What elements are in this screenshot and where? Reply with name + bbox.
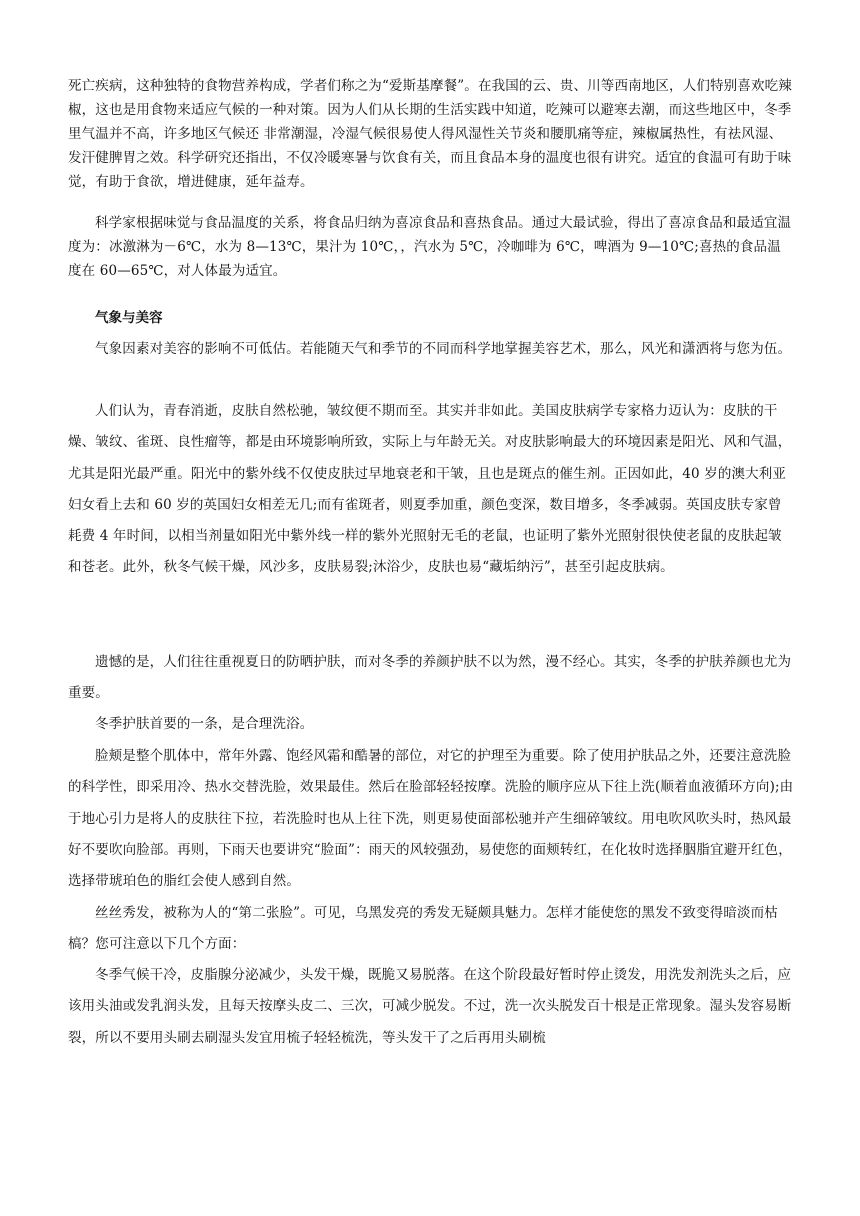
paragraph-section-5: 脸颊是整个肌体中，常年外露、饱经风霜和酷暑的部位，对它的护理至为重要。除了使用护肤品之外，还要注意洗脸的科学性，即采用冷、热水交替洗脸，效果最佳。然后在脸部轻轻按摩。洗脸的顺序应从下往上洗(顺着血液循环方向);由于地心引力是将人的皮肤往下拉，若洗脸时也从上往下洗，则更易使面部松驰并产生细碎皱纹。用电吹风吹头时，热风最好不要吹向脸部。再则，下雨天也要讲究“脸面”：雨天的风较强劲，易使您的面颊转红，在化妆时选择胭脂宜避开红色，选择带琥珀色的脂红会使人感到自然。 [68, 748, 794, 890]
paragraph-intro-1: 死亡疾病，这种独特的食物营养构成，学者们称之为“爱斯基摩餐”。在我国的云、贵、川等西南地区，人们特别喜欢吃辣椒，这也是用食物来适应气候的一种对策。因为人们从长期的生活实践中知道，吃辣可以避寒去潮，而这些地区中，冬季里气温并不高，许多地区气候还 非常潮湿，冷湿气候很易使人得风湿性关节炎和腰肌痛等症，辣椒属热性，有祛风湿、发汗健脾胃之效。科学研究还指出，不仅冷暖寒暑与饮食有关，而且食品本身的温度也很有讲究。适宜的食温可有助于味觉，有助于食欲，增进健康，延年益寿。 [68, 78, 792, 190]
paragraph-section-7: 冬季气候干冷，皮脂腺分泌减少，头发干燥，既脆又易脱落。在这个阶段最好暂时停止烫发，用洗发剂洗头之后，应该用头油或发乳润头发，且每天按摩头皮二、三次，可减少脱发。不过，洗一次头脱发百十根是正常现象。湿头发容易断裂，所以不要用头刷去刷湿头发宜用梳子轻轻梳洗，等头发干了之后再用头刷梳 [68, 967, 792, 1046]
section-heading: 气象与美容 [95, 310, 163, 326]
paragraph-section-3: 遗憾的是，人们往往重视夏日的防晒护肤，而对冬季的养颜护肤不以为然，漫不经心。其实，冬季的护肤养颜也尤为重要。 [68, 654, 792, 702]
paragraph-section-4: 冬季护肤首要的一条，是合理洗浴。 [95, 716, 314, 732]
paragraph-intro-2: 科学家根据味觉与食品温度的关系，将食品归纳为喜凉食品和喜热食品。通过大最试验，得出了喜凉食品和最适宜温度为：冰激淋为－6℃，水为 8—13℃，果汁为 10℃，，汽水为 5℃，冷咖啡为 6℃，啤酒为 9—10℃;喜热的食品温度在 60—65℃，对人体最为适宜。 [68, 215, 792, 279]
paragraph-section-6: 丝丝秀发，被称为人的“第二张脸”。可见，乌黑发亮的秀发无疑颇具魅力。怎样才能使您的黑发不致变得暗淡而枯槁？您可注意以下几个方面： [68, 905, 778, 953]
paragraph-section-1: 气象因素对美容的影响不可低估。若能随天气和季节的不同而科学地掌握美容艺术，那么，风光和潇洒将与您为伍。 [95, 341, 792, 357]
paragraph-section-2: 人们认为，青春消逝，皮肤自然松驰，皱纹便不期而至。其实并非如此。美国皮肤病学专家格力迈认为：皮肤的干燥、皱纹、雀斑、良性瘤等，都是由环境影响所致，实际上与年龄无关。对皮肤影响最大的环境因素是阳光、风和气温，尤其是阳光最严重。阳光中的紫外线不仅使皮肤过早地衰老和干皱，且也是斑点的催生剂。正因如此，40 岁的澳大利亚妇女看上去和 60 岁的英国妇女相差无几;而有雀斑者，则夏季加重，颜色变深，数目增多，冬季减弱。英国皮肤专家曾耗费 4 年时间，以相当剂量如阳光中紫外线一样的紫外光照射无毛的老鼠，也证明了紫外光照射很快使老鼠的皮肤起皱和苍老。此外，秋冬气候干燥，风沙多，皮肤易裂;沐浴少，皮肤也易“藏垢纳污”，甚至引起皮肤病。 [68, 403, 792, 576]
